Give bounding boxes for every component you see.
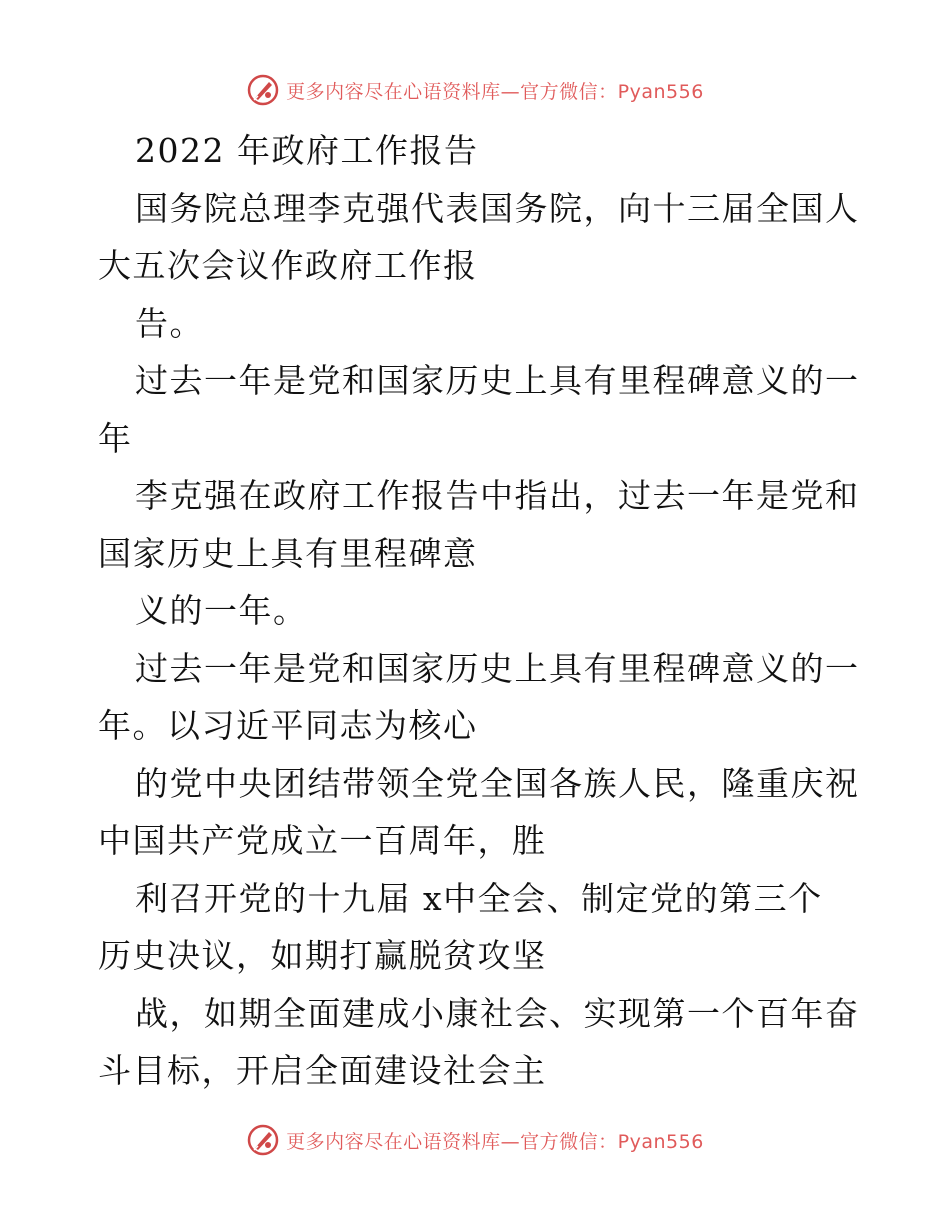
paragraph-line: 告。 [135,303,204,343]
paragraph-line: 战，如期全面建成小康社会、实现第一个百年奋 [135,993,860,1033]
paragraph-line: 国务院总理李克强代表国务院，向十三届全国人 [135,188,860,228]
paragraph-line: 过去一年是党和国家历史上具有里程碑意义的一 [135,361,860,400]
paragraph-line: 利召开党的十九届 x中全会、制定党的第三个 [135,878,823,918]
feather-pen-logo-icon [246,1123,280,1157]
paragraph-line: 年。以习近平同志为核心 [98,706,478,745]
paragraph-line: 的党中央团结带领全党全国各族人民，隆重庆祝 [135,763,860,803]
paragraph-line: 大五次会议作政府工作报 [98,246,478,285]
document-body [98,122,868,1100]
watermark-text: 更多内容尽在心语资料库—官方微信：Pyan556 [286,1130,704,1153]
watermark-text: 更多内容尽在心语资料库—官方微信：Pyan556 [286,80,704,103]
header-watermark [0,70,950,110]
paragraph-line: 年 [98,418,133,458]
paragraph-line: 中国共产党成立一百周年，胜 [98,821,547,860]
paragraph-line: 斗目标，开启全面建设社会主 [98,1051,547,1090]
paragraph-line: 李克强在政府工作报告中指出，过去一年是党和 [135,476,860,515]
footer-watermark [0,1120,950,1160]
feather-pen-logo-icon [246,73,280,107]
paragraph-line: 过去一年是党和国家历史上具有里程碑意义的一 [135,648,860,688]
document-title: 2022 年政府工作报告 [135,131,479,170]
paragraph-line: 历史决议，如期打赢脱贫攻坚 [98,936,547,975]
paragraph-line: 义的一年。 [135,591,308,630]
paragraph-line: 国家历史上具有里程碑意 [98,533,478,573]
